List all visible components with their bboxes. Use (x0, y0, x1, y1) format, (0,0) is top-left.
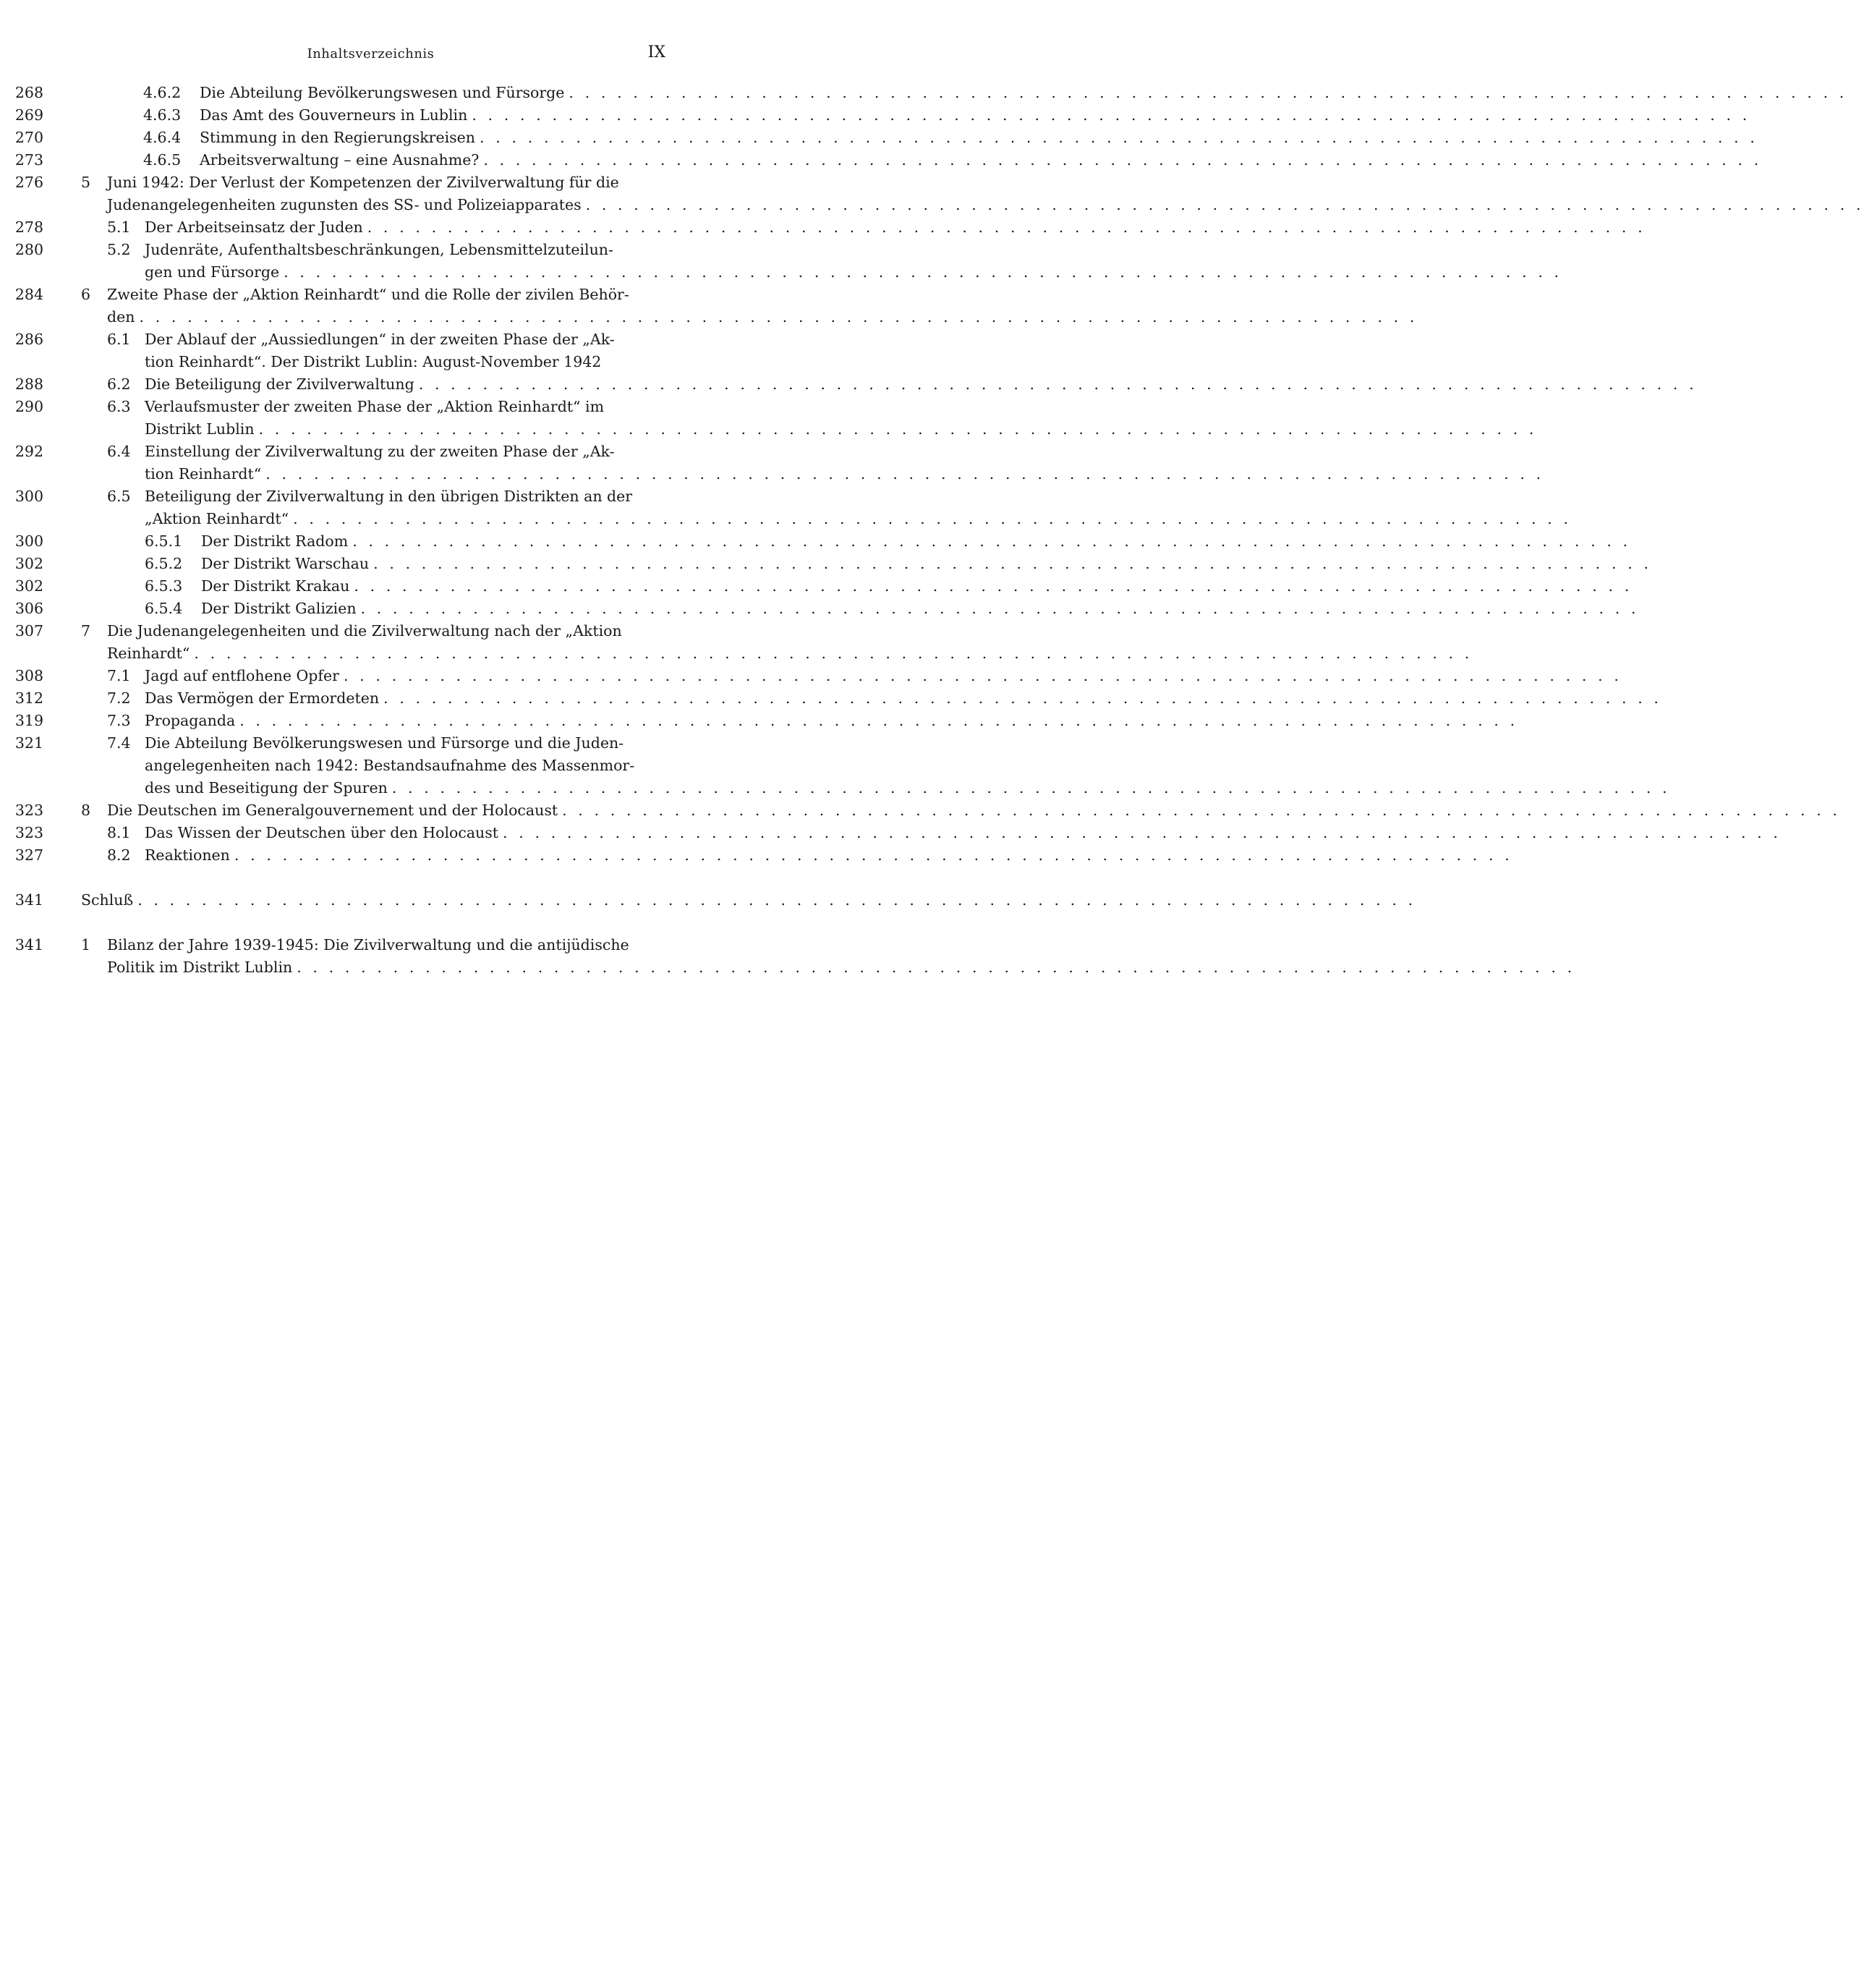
toc-entry-line: Der Distrikt Galizien (201, 600, 357, 617)
dot-leader: . . . . . . . . . . . . . . . . . . . . . . . . . . . . . . . . . . . . . . . . . . . . . . . . . . . . . . . . . . . . . . . . . . . . . . . . . . . . . . . . (483, 151, 1762, 169)
dot-leader: . . . . . . . . . . . . . . . . . . . . . . . . . . . . . . . . . . . . . . . . . . . . . . . . . . . . . . . . . . . . . . . . . . . . . . . . . . . . . . . . (585, 196, 1864, 213)
toc-entry-number: 6.5 (107, 488, 131, 505)
toc-entry[interactable] (0, 598, 1640, 620)
running-title: Inhaltsverzeichnis (307, 46, 435, 61)
toc-entry-page: 276 (14, 174, 43, 191)
toc-entry-number: 7.1 (107, 667, 131, 684)
dot-leader: . . . . . . . . . . . . . . . . . . . . . . . . . . . . . . . . . . . . . . . . . . . . . . . . . . . . . . . . . . . . . . . . . . . . . . . . . . . . . . . . (293, 510, 1572, 527)
toc-entry-title (145, 687, 1662, 710)
toc-entry-page: 302 (14, 555, 43, 572)
toc-entry-number: 6.3 (107, 398, 131, 415)
toc-entry-title (145, 216, 1646, 239)
toc-entry[interactable] (0, 665, 1622, 687)
toc-entry-title (145, 239, 1562, 284)
toc-entry-line: Das Wissen der Deutschen über den Holocaust (145, 824, 499, 841)
toc-entry-line: Zweite Phase der „Aktion Reinhardt“ und die Rolle der zivilen Behör- (107, 286, 629, 303)
dot-leader: . . . . . . . . . . . . . . . . . . . . . . . . . . . . . . . . . . . . . . . . . . . . . . . . . . . . . . . . . . . . . . . . . . . . . . . . . . . . . . . . (383, 689, 1662, 707)
toc-entry-page: 286 (14, 331, 43, 348)
toc-entry-line: Propaganda (145, 712, 236, 729)
toc-entry-title (145, 665, 1622, 687)
toc-entry-number: 6.5.4 (145, 600, 183, 617)
toc-entry-title (201, 598, 1640, 620)
toc-entry-line: tion Reinhardt“ (145, 465, 262, 483)
toc-entry-page: 321 (14, 734, 43, 752)
toc-entry-number: 6.5.1 (145, 532, 183, 550)
toc-entry[interactable] (0, 732, 1671, 799)
toc-entry-title (81, 889, 1416, 912)
toc-entry-line: Der Ablauf der „Aussiedlungen“ in der zweiten Phase der „Ak- (145, 331, 615, 348)
toc-entry-line: Reaktionen (145, 846, 230, 864)
toc-entry-number: 6.5.3 (145, 577, 183, 595)
dot-leader: . . . . . . . . . . . . . . . . . . . . . . . . . . . . . . . . . . . . . . . . . . . . . . . . . . . . . . . . . . . . . . . . . . . . . . . . . . . . . . . . (360, 600, 1640, 617)
toc-entry-number: 6.2 (107, 375, 131, 393)
toc-entry-line: Politik im Distrikt Lublin (107, 959, 293, 976)
toc-entry-number: 6.4 (107, 443, 131, 460)
toc-entry-line: Judenräte, Aufenthaltsbeschränkungen, Lebensmittelzuteilun- (145, 241, 613, 258)
toc-entry-title (145, 441, 1544, 485)
dot-leader: . . . . . . . . . . . . . . . . . . . . . . . . . . . . . . . . . . . . . . . . . . . . . . . . . . . . . . . . . . . . . . . . . . . . . . . . . . . . . . . . (265, 465, 1544, 483)
toc-entry[interactable] (0, 284, 1418, 328)
toc-entry[interactable] (0, 127, 1758, 149)
dot-leader: . . . . . . . . . . . . . . . . . . . . . . . . . . . . . . . . . . . . . . . . . . . . . . . . . . . . . . . . . . . . . . . . . . . . . . . . . . . . . . . . (373, 555, 1652, 572)
toc-entry[interactable] (0, 171, 1864, 216)
toc-entry[interactable] (0, 82, 1847, 104)
toc-entry-number: 6.1 (107, 331, 131, 348)
dot-leader: . . . . . . . . . . . . . . . . . . . . . . . . . . . . . . . . . . . . . . . . . . . . . . . . . . . . . . . . . . . . . . . . . . . . . . . . . . . . . . . . (472, 106, 1750, 124)
toc-entry-line: Der Distrikt Krakau (201, 577, 350, 595)
toc-entry-page: 270 (14, 129, 43, 146)
toc-entry[interactable] (0, 530, 1631, 553)
dot-leader: . . . . . . . . . . . . . . . . . . . . . . . . . . . . . . . . . . . . . . . . . . . . . . . . . . . . . . . . . . . . . . . . . . . . . . . . . . . . . . . . (503, 824, 1782, 841)
toc-entry-title (200, 127, 1758, 149)
toc-entry-line: Die Beteiligung der Zivilverwaltung (145, 375, 414, 393)
toc-entry-title (145, 373, 1698, 396)
toc-entry-title (145, 822, 1782, 844)
dot-leader: . . . . . . . . . . . . . . . . . . . . . . . . . . . . . . . . . . . . . . . . . . . . . . . . . . . . . . . . . . . . . . . . . . . . . . . . . . . . . . . . (354, 577, 1633, 595)
toc-entry-line: Die Abteilung Bevölkerungswesen und Fürsorge (200, 84, 565, 101)
toc-entry-line: Der Distrikt Warschau (201, 555, 370, 572)
dot-leader: . . . . . . . . . . . . . . . . . . . . . . . . . . . . . . . . . . . . . . . . . . . . . . . . . . . . . . . . . . . . . . . . . . . . . . . . . . . . . . . . (418, 375, 1698, 393)
toc-entry-title (145, 396, 1538, 441)
toc-entry-line: den (107, 308, 135, 326)
toc-entry-line: Verlaufsmuster der zweiten Phase der „Aktion Reinhardt“ im (145, 398, 605, 415)
page-number: IX (647, 43, 665, 61)
dot-leader: . . . . . . . . . . . . . . . . . . . . . . . . . . . . . . . . . . . . . . . . . . . . . . . . . . . . . . . . . . . . . . . . . . . . . . . . . . . . . . . . (569, 84, 1847, 101)
toc-entry-title (107, 620, 1473, 665)
toc-entry-title (200, 104, 1750, 127)
toc-entry-line: des und Beseitigung der Spuren (145, 779, 388, 797)
toc-entry[interactable] (0, 799, 1841, 822)
toc-entry-title (107, 934, 1575, 979)
toc-entry-line: Schluß (81, 891, 134, 909)
toc-entry-line: Das Amt des Gouverneurs in Lublin (200, 106, 468, 124)
toc-entry-page: 323 (14, 802, 43, 819)
toc-entry-line: Stimmung in den Regierungskreisen (200, 129, 476, 146)
toc-entry-number: 6 (81, 286, 91, 303)
toc-entry-line: Die Judenangelegenheiten und die Zivilverwaltung nach der „Aktion (107, 622, 622, 640)
toc-entry-title (107, 171, 1864, 216)
toc-entry[interactable] (0, 687, 1662, 710)
toc-entry-number: 4.6.2 (143, 84, 182, 101)
toc-entry[interactable] (0, 485, 1572, 530)
toc-entry-page: 278 (14, 218, 43, 236)
toc-entry-page: 327 (14, 846, 43, 864)
toc-entry-title (107, 284, 1418, 328)
toc-entry[interactable] (0, 575, 1633, 598)
toc-entry-number: 5.1 (107, 218, 131, 236)
dot-leader: . . . . . . . . . . . . . . . . . . . . . . . . . . . . . . . . . . . . . . . . . . . . . . . . . . . . . . . . . . . . . . . . . . . . . . . . . . . . . . . . (297, 959, 1575, 976)
toc-entry-page: 308 (14, 667, 43, 684)
toc-entry-page: 269 (14, 106, 43, 124)
toc-entry-title (201, 530, 1631, 553)
toc-entry-page: 300 (14, 488, 43, 505)
toc-entry-page: 280 (14, 241, 43, 258)
toc-entry-number: 6.5.2 (145, 555, 183, 572)
dot-leader: . . . . . . . . . . . . . . . . . . . . . . . . . . . . . . . . . . . . . . . . . . . . . . . . . . . . . . . . . . . . . . . . . . . . . . . . . . . . . . . . (137, 891, 1416, 909)
toc-entry-page: 341 (14, 891, 43, 909)
toc-entry-title (201, 575, 1633, 598)
toc-entry[interactable] (0, 934, 1575, 979)
dot-leader: . . . . . . . . . . . . . . . . . . . . . . . . . . . . . . . . . . . . . . . . . . . . . . . . . . . . . . . . . . . . . . . . . . . . . . . . . . . . . . . . (343, 667, 1622, 684)
toc-entry-number: 8 (81, 802, 91, 819)
toc-entry-line: Die Abteilung Bevölkerungswesen und Fürsorge und die Juden- (145, 734, 624, 752)
toc-entry-page: 307 (14, 622, 43, 640)
toc-entry-page: 312 (14, 689, 43, 707)
toc-entry-page: 290 (14, 398, 43, 415)
toc-entry-line: Reinhardt“ (107, 645, 190, 662)
toc-entry-number: 4.6.4 (143, 129, 182, 146)
toc-entry-line: Das Vermögen der Ermordeten (145, 689, 380, 707)
toc-entry-page: 300 (14, 532, 43, 550)
toc-entry-title (145, 328, 621, 373)
toc-entry[interactable] (0, 710, 1518, 732)
section-gap (0, 912, 723, 934)
toc-entry[interactable] (0, 396, 1538, 441)
toc-entry-number: 5.2 (107, 241, 131, 258)
toc-entry[interactable] (0, 328, 723, 373)
toc-entry-line: gen und Fürsorge (145, 263, 280, 281)
toc-entry-title (200, 82, 1847, 104)
toc-entry-line: „Aktion Reinhardt“ (145, 510, 289, 527)
toc-entry-page: 319 (14, 712, 43, 729)
dot-leader: . . . . . . . . . . . . . . . . . . . . . . . . . . . . . . . . . . . . . . . . . . . . . . . . . . . . . . . . . . . . . . . . . . . . . . . . . . . . . . . . (391, 779, 1671, 797)
dot-leader: . . . . . . . . . . . . . . . . . . . . . . . . . . . . . . . . . . . . . . . . . . . . . . . . . . . . . . . . . . . . . . . . . . . . . . . . . . . . . . . . (352, 532, 1631, 550)
toc-entry-page: 341 (14, 936, 43, 953)
toc-entry-page: 306 (14, 600, 43, 617)
dot-leader: . . . . . . . . . . . . . . . . . . . . . . . . . . . . . . . . . . . . . . . . . . . . . . . . . . . . . . . . . . . . . . . . . . . . . . . . . . . . . . . . (480, 129, 1758, 146)
toc-entry[interactable] (0, 239, 1562, 284)
toc-entry[interactable] (0, 216, 1646, 239)
toc-entry-title (200, 149, 1762, 171)
dot-leader: . . . . . . . . . . . . . . . . . . . . . . . . . . . . . . . . . . . . . . . . . . . . . . . . . . . . . . . . . . . . . . . . . . . . . . . . . . . . . . . . (234, 846, 1513, 864)
toc-entry-line: Beteiligung der Zivilverwaltung in den übrigen Distrikten an der (145, 488, 633, 505)
toc-entry-line: Arbeitsverwaltung – eine Ausnahme? (200, 151, 480, 169)
toc-entry-number: 1 (81, 936, 91, 953)
toc-entry-number: 5 (81, 174, 91, 191)
toc-entry[interactable] (0, 553, 1652, 575)
toc-entry[interactable] (0, 441, 1544, 485)
section-gap (0, 867, 723, 889)
toc-entry[interactable] (0, 822, 1782, 844)
toc-entry-line: Juni 1942: Der Verlust der Kompetenzen der Zivilverwaltung für die (107, 174, 619, 191)
toc-entry[interactable] (0, 844, 1513, 867)
toc-entry-title (201, 553, 1652, 575)
dot-leader: . . . . . . . . . . . . . . . . . . . . . . . . . . . . . . . . . . . . . . . . . . . . . . . . . . . . . . . . . . . . . . . . . . . . . . . . . . . . . . . . (139, 308, 1418, 326)
toc-entry-number: 7.3 (107, 712, 131, 729)
toc-entry[interactable] (0, 104, 1750, 127)
toc-entry-title (145, 844, 1513, 867)
toc-entry-page: 288 (14, 375, 43, 393)
toc-entry-number: 7 (81, 622, 91, 640)
dot-leader: . . . . . . . . . . . . . . . . . . . . . . . . . . . . . . . . . . . . . . . . . . . . . . . . . . . . . . . . . . . . . . . . . . . . . . . . . . . . . . . . (258, 420, 1538, 438)
toc-entry-number: 7.2 (107, 689, 131, 707)
dot-leader: . . . . . . . . . . . . . . . . . . . . . . . . . . . . . . . . . . . . . . . . . . . . . . . . . . . . . . . . . . . . . . . . . . . . . . . . . . . . . . . . (284, 263, 1562, 281)
dot-leader: . . . . . . . . . . . . . . . . . . . . . . . . . . . . . . . . . . . . . . . . . . . . . . . . . . . . . . . . . . . . . . . . . . . . . . . . . . . . . . . . (367, 218, 1646, 236)
toc-entry[interactable] (0, 889, 1416, 912)
toc-entry-line: Judenangelegenheiten zugunsten des SS- und Polizeiapparates (107, 196, 582, 213)
toc-entry-number: 4.6.3 (143, 106, 182, 124)
toc-entry[interactable] (0, 620, 1473, 665)
toc-entry-number: 7.4 (107, 734, 131, 752)
toc-entry-line: Die Deutschen im Generalgouvernement und der Holocaust (107, 802, 558, 819)
page-header (0, 43, 723, 65)
toc-entry-line: Bilanz der Jahre 1939-1945: Die Zivilverwaltung und die antijüdische (107, 936, 629, 953)
toc-entry-number: 4.6.5 (143, 151, 182, 169)
toc-entry-line: angelegenheiten nach 1942: Bestandsaufnahme des Massenmor- (145, 757, 635, 774)
dot-leader: . . . . . . . . . . . . . . . . . . . . . . . . . . . . . . . . . . . . . . . . . . . . . . . . . . . . . . . . . . . . . . . . . . . . . . . . . . . . . . . . (239, 712, 1518, 729)
toc-entry[interactable] (0, 149, 1762, 171)
toc-entry-page: 302 (14, 577, 43, 595)
toc-entry[interactable] (0, 373, 1698, 396)
toc-entry-page: 284 (14, 286, 43, 303)
toc-entry-title (145, 732, 1671, 799)
toc-entry-line: Distrikt Lublin (145, 420, 255, 438)
toc-entry-line: Der Arbeitseinsatz der Juden (145, 218, 363, 236)
toc-entry-line: Einstellung der Zivilverwaltung zu der zweiten Phase der „Ak- (145, 443, 615, 460)
dot-leader: . . . . . . . . . . . . . . . . . . . . . . . . . . . . . . . . . . . . . . . . . . . . . . . . . . . . . . . . . . . . . . . . . . . . . . . . . . . . . . . . (562, 802, 1841, 819)
toc-entry-title (107, 799, 1841, 822)
dot-leader: . . . . . . . . . . . . . . . . . . . . . . . . . . . . . . . . . . . . . . . . . . . . . . . . . . . . . . . . . . . . . . . . . . . . . . . . . . . . . . . . (194, 645, 1473, 662)
toc-entry-page: 323 (14, 824, 43, 841)
toc-entry-number: 8.1 (107, 824, 131, 841)
toc-entry-line: Der Distrikt Radom (201, 532, 349, 550)
toc-entry-line: Jagd auf entflohene Opfer (145, 667, 339, 684)
toc-entry-line: tion Reinhardt“. Der Distrikt Lublin: August-November 1942 (145, 353, 602, 370)
toc-entry-page: 273 (14, 151, 43, 169)
toc-entry-page: 292 (14, 443, 43, 460)
toc-entry-page: 268 (14, 84, 43, 101)
table-of-contents (0, 82, 1864, 979)
toc-entry-title (145, 485, 1572, 530)
toc-entry-title (145, 710, 1518, 732)
toc-entry-number: 8.2 (107, 846, 131, 864)
